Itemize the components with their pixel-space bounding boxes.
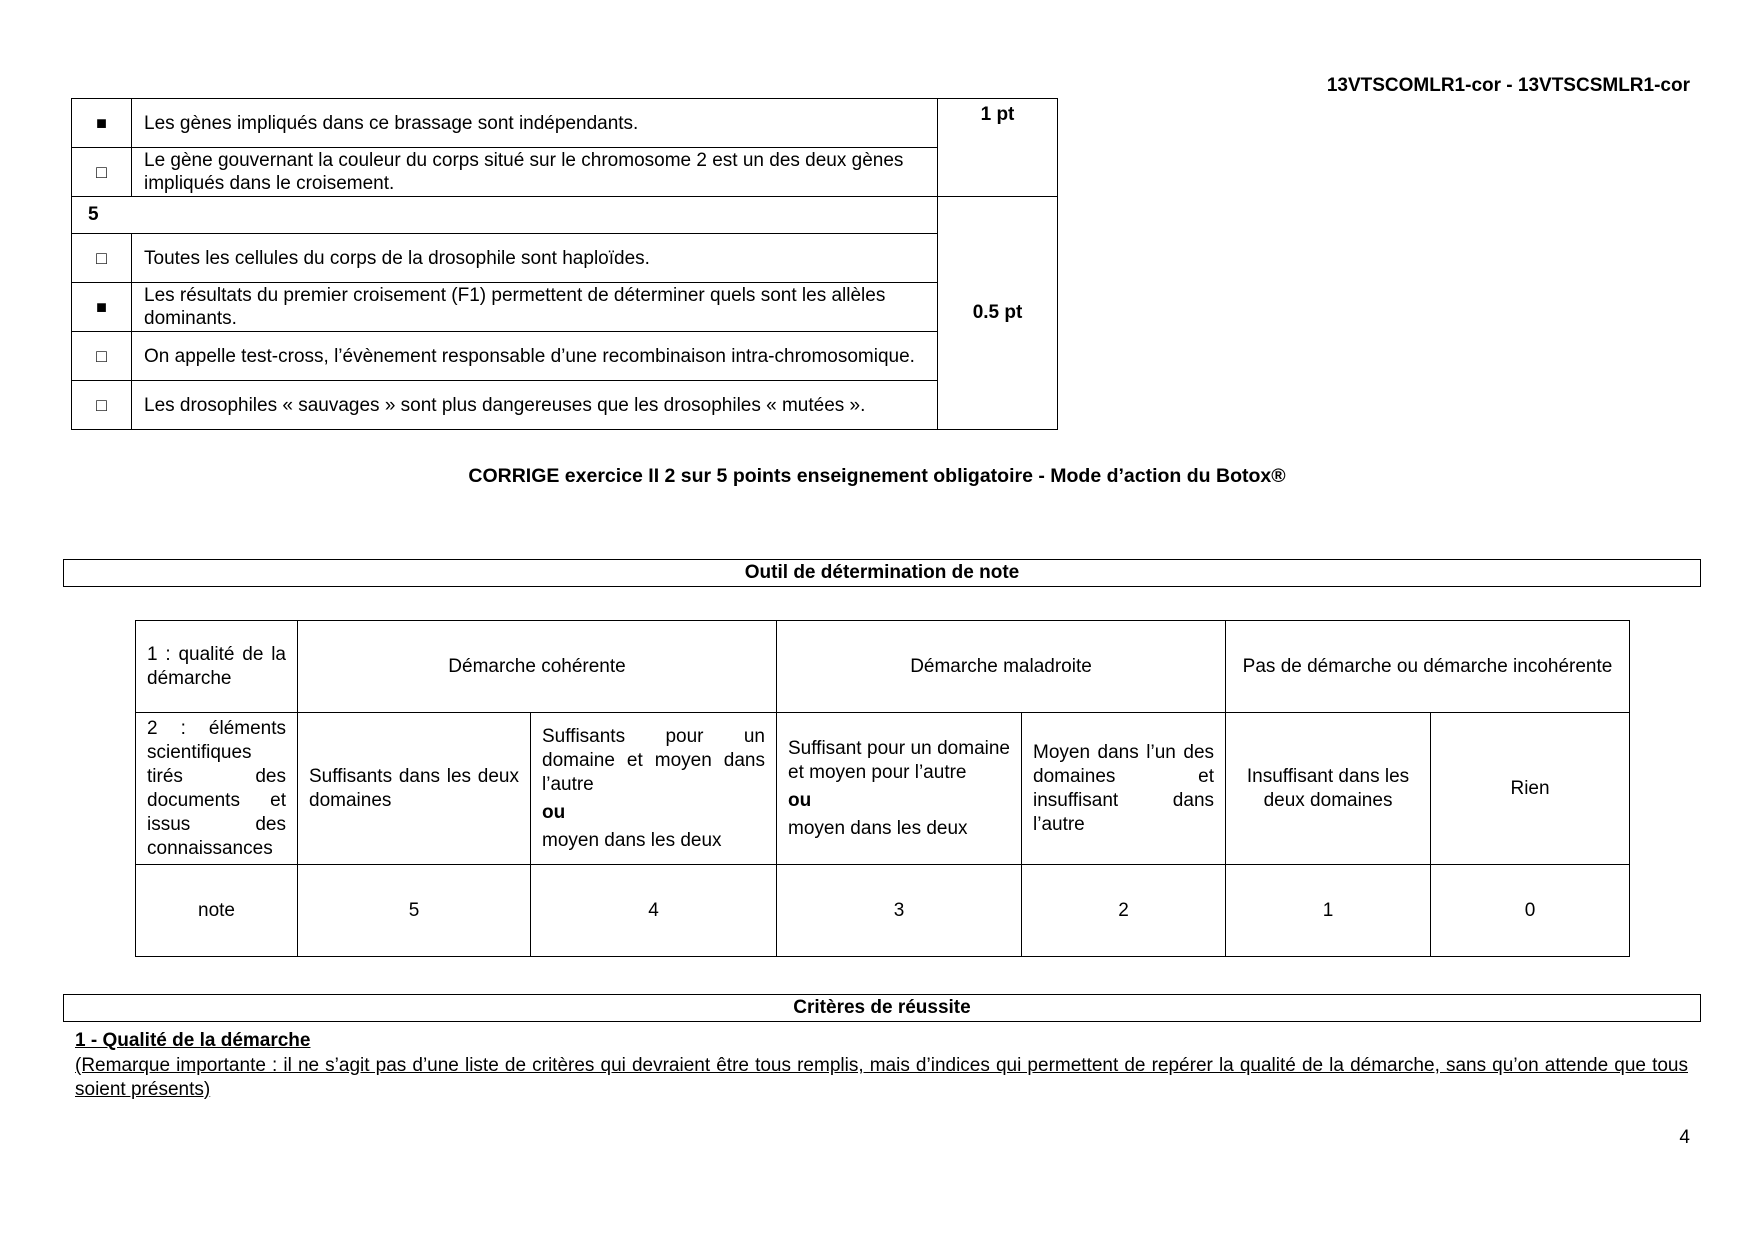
qcm-answer: Les drosophiles « sauvages » sont plus dangereuses que les drosophiles « mutées ».	[132, 381, 938, 430]
cell-text: moyen dans les deux	[788, 817, 968, 839]
points-q5: 0.5 pt	[938, 197, 1058, 430]
cell-text: Suffisant pour un domaine et moyen pour l’autre	[788, 737, 1010, 783]
cell-demarche-incoherente: Pas de démarche ou démarche incohérente	[1226, 621, 1630, 713]
section-title: 1 - Qualité de la démarche	[75, 1030, 311, 1051]
grid-row-note	[136, 865, 1630, 957]
qcm-row	[72, 148, 1058, 197]
cell-demarche-coherente: Démarche cohérente	[298, 621, 777, 713]
grading-grid	[135, 620, 1630, 957]
grid-row-demarche	[136, 621, 1630, 713]
cell-text: moyen dans les deux	[542, 829, 722, 851]
cell-elements-2: Moyen dans l’un des domaines et insuffisant dans l’autre	[1022, 713, 1226, 865]
cell-elements-0: Rien	[1431, 713, 1630, 865]
filled-checkbox-icon: ■	[72, 283, 132, 332]
empty-checkbox-icon: □	[72, 332, 132, 381]
cell-or: ou	[788, 789, 812, 811]
cell-demarche-maladroite: Démarche maladroite	[777, 621, 1226, 713]
row-label-demarche: 1 : qualité de la démarche	[136, 621, 298, 713]
document-code: 13VTSCOMLR1-cor - 13VTSCSMLR1-cor	[1326, 75, 1690, 96]
empty-checkbox-icon: □	[72, 148, 132, 197]
qcm-row	[72, 381, 1058, 430]
note-value: 2	[1022, 865, 1226, 957]
qcm-answer: Toutes les cellules du corps de la drosophile sont haploïdes.	[132, 234, 938, 283]
exercise-title: CORRIGE exercice II 2 sur 5 points enseignement obligatoire - Mode d’action du Botox®	[468, 465, 1286, 487]
grid-row-elements	[136, 713, 1630, 865]
qcm-answer: Les gènes impliqués dans ce brassage sont indépendants.	[132, 99, 938, 148]
cell-elements-3	[777, 713, 1022, 865]
question-number: 5	[72, 197, 938, 234]
cell-elements-4	[531, 713, 777, 865]
empty-checkbox-icon: □	[72, 381, 132, 430]
cell-elements-5: Suffisants dans les deux domaines	[298, 713, 531, 865]
cell-elements-1: Insuffisant dans les deux domaines	[1226, 713, 1431, 865]
note-value: 3	[777, 865, 1022, 957]
section-note: (Remarque importante : il ne s’agit pas d’une liste de critères qui devraient être tous remplis, mais d’indices qui permettent de repérer la qualité de la démarche, sans qu’on attende que tous soient présents)	[75, 1055, 1688, 1100]
qcm-table	[71, 98, 1058, 430]
cell-or: ou	[542, 801, 566, 823]
points-q4: 1 pt	[938, 99, 1058, 197]
qcm-row	[72, 99, 1058, 148]
qcm-row	[72, 283, 1058, 332]
empty-checkbox-icon: □	[72, 234, 132, 283]
criteres-title: Critères de réussite	[63, 994, 1701, 1022]
qcm-row	[72, 332, 1058, 381]
qcm-row	[72, 234, 1058, 283]
note-value: 1	[1226, 865, 1431, 957]
page-number: 4	[1679, 1127, 1690, 1148]
qcm-answer: Les résultats du premier croisement (F1) permettent de déterminer quels sont les allèles dominants.	[132, 283, 938, 332]
row-label-note: note	[136, 865, 298, 957]
note-value: 5	[298, 865, 531, 957]
note-value: 4	[531, 865, 777, 957]
note-value: 0	[1431, 865, 1630, 957]
question-number-row	[72, 197, 1058, 234]
qcm-answer: On appelle test-cross, l’évènement responsable d’une recombinaison intra-chromosomique.	[132, 332, 938, 381]
filled-checkbox-icon: ■	[72, 99, 132, 148]
row-label-elements: 2 : éléments scientifiques tirés des documents et issus des connaissances	[136, 713, 298, 865]
qcm-answer: Le gène gouvernant la couleur du corps situé sur le chromosome 2 est un des deux gènes impliqués dans le croisement.	[132, 148, 938, 197]
cell-text: Suffisants pour un domaine et moyen dans l’autre	[542, 725, 765, 795]
outil-title: Outil de détermination de note	[63, 559, 1701, 587]
